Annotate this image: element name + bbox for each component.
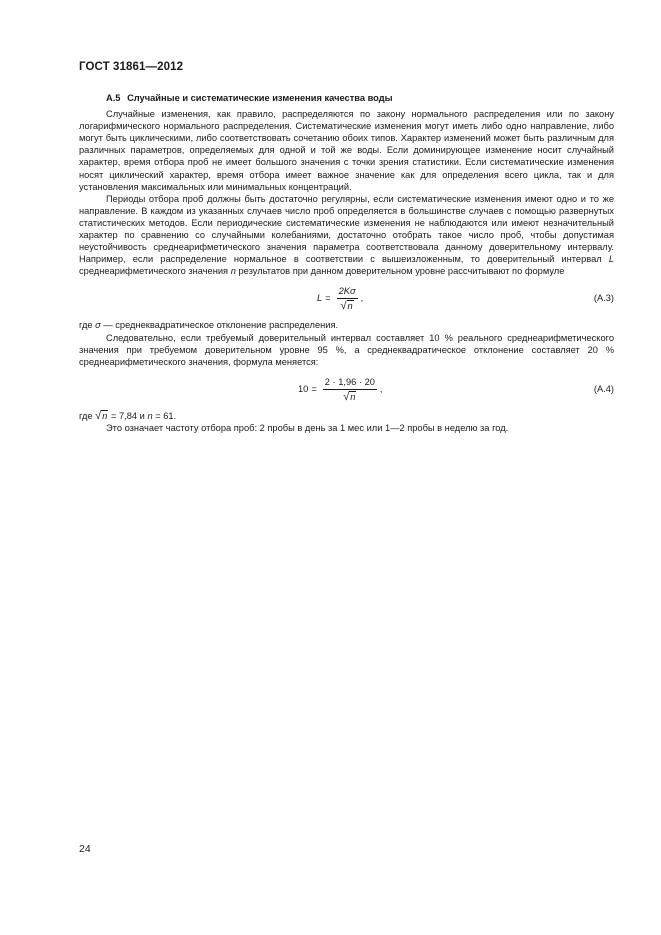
paragraph-sampling-frequency: Это означает частоту отбора проб: 2 пробы в день за 1 мес или 1—2 пробы в неделю за год. <box>106 422 509 433</box>
equals-sign: = <box>311 383 317 394</box>
equals-sign: = <box>325 293 331 304</box>
variable-sigma: σ <box>95 320 101 331</box>
formula-a4-number: (А.4) <box>593 383 614 394</box>
formula-a3-number: (А.3) <box>593 293 614 304</box>
formula-a3-denominator <box>340 299 353 311</box>
formula-a3-lhs: L <box>317 293 323 304</box>
variable-n: n <box>147 410 153 421</box>
document-header: ГОСТ 31861—2012 <box>79 61 184 73</box>
formula-a4-fraction <box>323 376 377 402</box>
paragraph-sampling-periods <box>79 193 614 278</box>
formula-a4-numerator: 2 · 1,96 · 20 <box>323 376 377 390</box>
section-title: Случайные и систематические изменения качества воды <box>127 93 393 103</box>
variable-n: n <box>230 266 236 277</box>
formula-a3 <box>79 281 614 315</box>
paragraph-text: где <box>79 410 93 421</box>
document-body <box>79 92 614 434</box>
formula-a3-expression <box>317 281 363 315</box>
paragraph-text: среднеарифметического значения <box>79 266 229 277</box>
sqrt-radicand: n <box>347 301 353 312</box>
sqrt-radicand: n <box>350 391 356 402</box>
paragraph-text: где <box>79 320 93 331</box>
formula-a3-comma: , <box>360 293 364 304</box>
paragraph-random-changes: Случайные изменения, как правило, распределяются по закону нормального распределения или по закону логарифмического нормального распределения. Систематические изменения могут иметь либо одно направление, либо могут быть циклическими, либо соответствовать сочетанию обоих типов. Характер изменений может быть различным для различных параметров, определяемых для одной и той же воды. Если доминирующее изменение носит случайный характер, время отбора проб не имеет большого значения с точки зрения статистики. Если систематические изменения носят циклический характер, время отбора имеет важное значение как для определения всего цикла, так и для установления максимальных или минимальных концентраций. <box>79 109 614 192</box>
variable-L: L <box>608 254 614 265</box>
paragraph-text: Периоды отбора проб должны быть достаточно регулярны, если систематические изменения имеют одно и то же направление. В каждом из указанных случаев число проб определяется в большинстве случаев с помощью развернутых статистических методов. Если периодические систематические изменения не наблюдаются или имеют незначительный характер по сравнению со случайными колебаниями, достаточно отобрать такое число проб, чтобы допустимая неустойчивость среднеарифметического значения параметра соответствовала данному доверительному интервалу. Например, если распределение нормальное в соответствии с вышеизложенным, то доверительный интервал <box>79 193 614 265</box>
sqrt-radicand: n <box>102 410 108 421</box>
sigma-definition <box>79 319 614 331</box>
section-heading <box>79 92 614 104</box>
formula-a4-lhs: 10 <box>298 383 309 394</box>
section-number: А.5 <box>106 93 121 103</box>
paragraph-text: результатов при данном доверительном уровне рассчитывают по формуле <box>238 266 565 277</box>
sqrt-icon: √ <box>340 300 347 313</box>
sqrt-icon: √ <box>95 409 102 422</box>
paragraph-text: — среднеквадратическое отклонение распределения. <box>103 320 339 331</box>
formula-a4-comma: , <box>379 383 383 394</box>
formula-a3-numerator: 2Kσ <box>337 285 358 299</box>
sqrt-n-expression <box>95 410 108 421</box>
formula-a3-fraction <box>337 285 358 311</box>
formula-a4 <box>79 372 614 406</box>
paragraph-text: = 7,84 и <box>110 410 145 421</box>
paragraph-consequently: Следовательно, если требуемый доверительный интервал составляет 10 % реального среднеарифметического значения при требуемом доверительном уровне 95 %, а среднеквадратическое отклонение составляет 20 % среднеарифметического значения, формула меняется: <box>79 332 614 367</box>
paragraph-text: = 61. <box>155 410 177 421</box>
sqrt-icon: √ <box>343 390 350 403</box>
sqrt-n-definition <box>79 410 614 422</box>
formula-a4-expression <box>298 372 383 406</box>
formula-a4-denominator <box>343 390 356 402</box>
page-number: 24 <box>79 843 91 855</box>
